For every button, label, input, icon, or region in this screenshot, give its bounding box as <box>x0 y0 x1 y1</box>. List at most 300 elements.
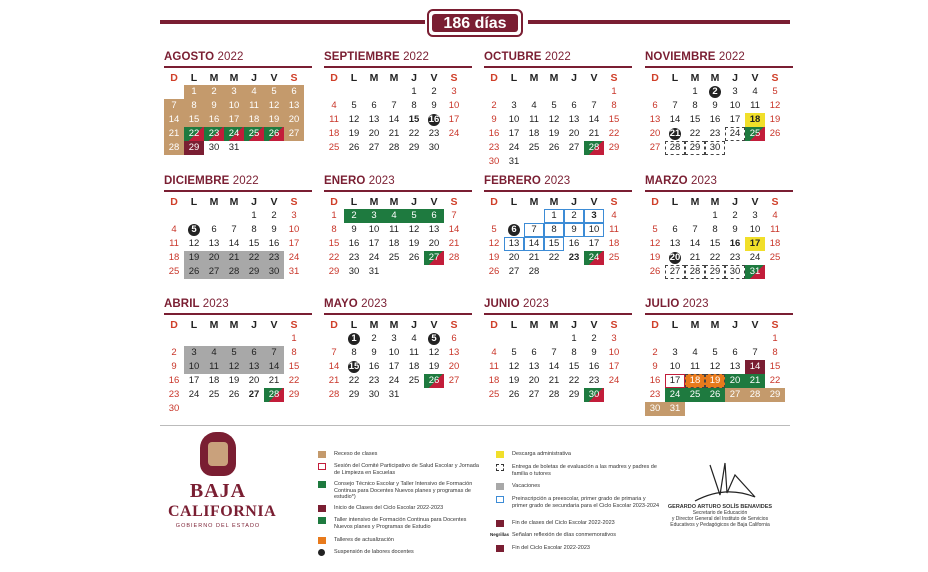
day-cell: 12 <box>488 238 500 249</box>
weekday-header: S <box>610 72 618 84</box>
day-cell: 18 <box>769 238 781 249</box>
day-cell: 31 <box>745 265 765 279</box>
day-cell: 5 <box>652 224 658 235</box>
day-cell: 8 <box>251 224 257 235</box>
month-rule <box>324 313 472 315</box>
day-cell: 25 <box>685 388 705 402</box>
day-cell: 10 <box>608 347 620 358</box>
day-cell: 1 <box>411 86 417 97</box>
day-cell: 13 <box>669 238 681 249</box>
day-cell: 27 <box>448 375 460 386</box>
weekday-header: D <box>490 319 498 331</box>
day-cell: 22 <box>408 128 420 139</box>
day-cell: 7 <box>551 347 557 358</box>
day-cell: 11 <box>329 114 339 125</box>
weekday-header: S <box>771 196 779 208</box>
empty-cell <box>564 85 584 99</box>
day-cell: 16 <box>368 361 380 372</box>
day-cell: 25 <box>528 142 540 153</box>
day-cell: 29 <box>408 142 420 153</box>
day-cell: 1 <box>611 86 617 97</box>
month-title <box>484 51 632 65</box>
day-cell: 22 <box>244 251 264 265</box>
weekday-header: S <box>450 72 458 84</box>
day-cell: 18 <box>685 374 705 388</box>
legend-label: Sesión del Comité Participativo de Salud Escolar y Jornada de Limpieza en Escuelas <box>334 463 479 476</box>
empty-cell <box>504 332 524 346</box>
weekday-header: L <box>510 72 518 84</box>
empty-cell <box>645 332 665 346</box>
month-name: JULIO <box>645 298 683 310</box>
empty-cell <box>204 209 224 223</box>
day-cell: 19 <box>348 128 360 139</box>
day-cell: 5 <box>511 347 517 358</box>
day-cell: 23 <box>568 252 580 263</box>
empty-cell <box>344 85 364 99</box>
day-cell: 30 <box>725 265 745 279</box>
day-cell: 28 <box>224 265 244 279</box>
day-cell: 8 <box>544 223 564 237</box>
day-cell: 28 <box>388 142 400 153</box>
day-cell: 21 <box>448 238 460 249</box>
day-cell: 14 <box>588 114 600 125</box>
month-year: 2022 <box>232 175 259 187</box>
day-cell: 10 <box>368 224 380 235</box>
weekday-header: M <box>369 196 379 208</box>
weekday-header: V <box>270 196 278 208</box>
day-cell: 12 <box>709 361 721 372</box>
day-cell: 21 <box>328 375 340 386</box>
day-cell: 25 <box>769 252 781 263</box>
weekday-header: J <box>732 319 738 331</box>
day-cell: 11 <box>529 114 539 125</box>
empty-cell <box>224 332 244 346</box>
day-cell: 21 <box>669 128 681 139</box>
month-title <box>645 175 793 189</box>
month-rule <box>484 190 632 192</box>
month-year: 2023 <box>544 175 571 187</box>
day-cell: 18 <box>408 361 420 372</box>
month-year: 2023 <box>368 175 395 187</box>
empty-cell <box>184 209 204 223</box>
day-cell: 6 <box>504 223 524 237</box>
empty-cell <box>324 332 344 346</box>
empty-cell <box>244 332 264 346</box>
day-cell: 27 <box>248 389 260 400</box>
empty-cell <box>645 85 665 99</box>
weekday-header: M <box>529 319 539 331</box>
day-cell: 2 <box>271 210 277 221</box>
month-days-grid <box>164 195 312 279</box>
day-cell: 27 <box>204 265 224 279</box>
weekday-header: M <box>549 196 559 208</box>
month-days-grid <box>645 71 793 155</box>
weekday-header: L <box>510 196 518 208</box>
legend-label: Preinscripción a preescolar, primer grado de primaria y primer grado de secundaria para el Ciclo Escolar 2023-2024 <box>512 496 660 509</box>
day-cell: 3 <box>291 210 297 221</box>
month-title <box>645 51 793 65</box>
day-cell: 4 <box>491 347 497 358</box>
day-cell: 2 <box>591 333 597 344</box>
day-cell: 3 <box>364 209 384 223</box>
day-cell: 5 <box>224 346 244 360</box>
weekday-header: L <box>350 196 358 208</box>
month-agosto <box>164 51 312 155</box>
day-cell: 14 <box>328 361 340 372</box>
weekday-header: J <box>571 72 577 84</box>
signatory-title-3: Educativos y Pedagógicos de Baja California <box>670 522 770 528</box>
day-cell: 2 <box>344 209 364 223</box>
day-cell: 22 <box>568 375 580 386</box>
day-cell: 11 <box>204 360 224 374</box>
day-cell: 13 <box>244 360 264 374</box>
day-cell: 27 <box>284 127 304 141</box>
month-noviembre <box>645 51 793 155</box>
day-cell: 4 <box>411 333 417 344</box>
day-cell: 17 <box>588 238 600 249</box>
day-cell: 19 <box>428 361 440 372</box>
day-cell: 17 <box>188 375 200 386</box>
day-cell: 25 <box>608 252 620 263</box>
empty-cell <box>524 85 544 99</box>
weekday-header: M <box>529 196 539 208</box>
day-cell: 30 <box>168 403 180 414</box>
day-cell: 14 <box>745 360 765 374</box>
signatory-title-1: Secretario de Educación <box>692 510 748 516</box>
day-cell: 20 <box>649 128 661 139</box>
weekday-header: L <box>190 72 198 84</box>
month-febrero <box>484 175 632 279</box>
day-cell: 19 <box>649 252 661 263</box>
month-name: SEPTIEMBRE <box>324 51 404 63</box>
month-marzo <box>645 175 793 279</box>
day-cell: 9 <box>271 224 277 235</box>
day-cell: 12 <box>264 99 284 113</box>
day-cell: 5 <box>712 347 718 358</box>
day-cell: 30 <box>645 402 665 416</box>
weekday-header: M <box>710 196 720 208</box>
day-cell: 12 <box>508 361 520 372</box>
day-cell: 8 <box>712 224 718 235</box>
weekday-header: S <box>610 196 618 208</box>
day-cell: 6 <box>732 347 738 358</box>
month-name: MARZO <box>645 175 691 187</box>
day-cell: 25 <box>488 389 500 400</box>
month-days-grid <box>324 318 472 402</box>
day-cell: 27 <box>568 142 580 153</box>
day-cell: 16 <box>348 238 360 249</box>
day-cell: 24 <box>725 127 745 141</box>
month-days-grid <box>324 71 472 155</box>
day-cell: 17 <box>608 361 620 372</box>
legend-swatch <box>318 505 326 512</box>
legend-label: Receso de clases <box>334 451 378 457</box>
weekday-header: M <box>209 319 219 331</box>
day-cell: 16 <box>168 375 180 386</box>
day-cell: 15 <box>568 361 580 372</box>
day-cell: 26 <box>184 265 204 279</box>
weekday-header: D <box>330 72 338 84</box>
day-cell: 15 <box>288 361 300 372</box>
day-cell: 27 <box>665 265 685 279</box>
empty-cell <box>584 85 604 99</box>
day-cell: 28 <box>685 265 705 279</box>
weekday-header: J <box>732 196 738 208</box>
day-cell: 4 <box>171 224 177 235</box>
day-cell: 10 <box>388 347 400 358</box>
day-cell: 14 <box>164 113 184 127</box>
day-cell: 7 <box>672 100 678 111</box>
day-cell: 10 <box>288 224 300 235</box>
day-cell: 22 <box>709 252 721 263</box>
legend-label: Señalan reflexión de días conmemorativos <box>512 532 616 538</box>
empty-cell <box>224 209 244 223</box>
day-cell: 25 <box>745 127 765 141</box>
day-cell: 21 <box>689 252 701 263</box>
day-cell: 1 <box>692 86 698 97</box>
day-cell: 10 <box>448 100 460 111</box>
day-cell: 3 <box>672 347 678 358</box>
day-cell: 5 <box>772 86 778 97</box>
empty-cell <box>665 85 685 99</box>
day-cell: 3 <box>732 86 738 97</box>
day-cell: 16 <box>268 238 280 249</box>
day-cell: 18 <box>244 113 264 127</box>
day-cell: 16 <box>588 361 600 372</box>
weekday-header: S <box>610 319 618 331</box>
weekday-header: S <box>290 319 298 331</box>
empty-cell <box>484 85 504 99</box>
day-cell: 28 <box>328 389 340 400</box>
weekday-header: D <box>651 196 659 208</box>
day-cell: 23 <box>588 375 600 386</box>
day-cell: 28 <box>264 388 284 402</box>
month-rule <box>324 66 472 68</box>
weekday-header: J <box>251 72 257 84</box>
day-cell: 16 <box>649 375 661 386</box>
day-cell: 23 <box>428 128 440 139</box>
weekday-header: J <box>571 319 577 331</box>
day-cell: 31 <box>368 266 380 277</box>
day-cell: 20 <box>528 375 540 386</box>
legend-label: Taller intensivo de Formación Continua para Docentes Nuevos planes y Programas de Estudio <box>334 517 467 530</box>
day-cell: 19 <box>408 238 420 249</box>
day-cell: 15 <box>689 114 701 125</box>
day-cell: 5 <box>264 85 284 99</box>
day-cell: 14 <box>264 360 284 374</box>
day-cell: 26 <box>769 128 781 139</box>
month-year: 2023 <box>682 298 709 310</box>
day-cell: 11 <box>770 224 780 235</box>
logo-line3: GOBIERNO DEL ESTADO <box>175 523 261 529</box>
empty-cell <box>164 332 184 346</box>
day-cell: 9 <box>431 100 437 111</box>
legend-label: Fin de clases del Ciclo Escolar 2022-2023 <box>512 520 615 526</box>
day-cell: 31 <box>665 402 685 416</box>
month-days-grid <box>164 71 312 155</box>
weekday-header: V <box>590 319 598 331</box>
day-cell: 7 <box>451 210 457 221</box>
weekday-header: M <box>549 72 559 84</box>
day-cell: 20 <box>568 128 580 139</box>
day-cell: 3 <box>451 86 457 97</box>
empty-cell <box>705 332 725 346</box>
weekday-header: M <box>710 72 720 84</box>
month-rule <box>645 66 793 68</box>
day-cell: 20 <box>248 375 260 386</box>
signatory-title-2: y Director General del Instituto de Servicios <box>671 516 769 522</box>
weekday-header: S <box>450 319 458 331</box>
day-cell: 17 <box>729 114 741 125</box>
day-cell: 15 <box>348 361 360 372</box>
legend-swatch <box>318 481 326 488</box>
day-cell: 9 <box>491 114 497 125</box>
day-cell: 25 <box>244 127 264 141</box>
month-name: ABRIL <box>164 298 203 310</box>
day-cell: 2 <box>431 86 437 97</box>
day-cell: 27 <box>424 251 444 265</box>
empty-cell <box>685 209 705 223</box>
day-cell: 15 <box>769 361 781 372</box>
day-cell: 17 <box>665 374 685 388</box>
weekday-header: M <box>710 319 720 331</box>
month-rule <box>164 190 312 192</box>
legend-swatch <box>496 496 504 503</box>
day-cell: 26 <box>408 252 420 263</box>
weekday-header: V <box>590 72 598 84</box>
legend-swatch <box>496 483 504 490</box>
day-cell: 21 <box>224 251 244 265</box>
empty-cell <box>484 209 504 223</box>
day-cell: 31 <box>508 156 520 167</box>
day-cell: 14 <box>228 238 240 249</box>
baja-california-logo <box>168 432 277 529</box>
day-cell: 19 <box>705 374 725 388</box>
legend-label: Inicio de Clases del Ciclo Escolar 2022-2023 <box>334 505 444 511</box>
day-cell: 11 <box>244 99 264 113</box>
day-cell: 7 <box>752 347 758 358</box>
day-cell: 11 <box>409 347 419 358</box>
day-cell: 14 <box>448 224 460 235</box>
day-cell: 26 <box>508 389 520 400</box>
month-abril <box>164 298 312 416</box>
day-cell: 13 <box>284 99 304 113</box>
divider <box>160 425 790 426</box>
day-cell: 1 <box>331 210 337 221</box>
weekday-header: D <box>170 196 178 208</box>
day-cell: 9 <box>591 347 597 358</box>
day-cell: 29 <box>765 388 785 402</box>
day-cell: 4 <box>692 347 698 358</box>
logo-line1: BAJA <box>189 480 247 502</box>
month-name: AGOSTO <box>164 51 218 63</box>
day-cell: 27 <box>508 266 520 277</box>
day-cell: 28 <box>164 141 184 155</box>
day-cell: 16 <box>204 113 224 127</box>
day-cell: 3 <box>511 100 517 111</box>
day-cell: 9 <box>712 100 718 111</box>
weekday-header: D <box>170 319 178 331</box>
day-cell: 12 <box>408 224 420 235</box>
weekday-header: L <box>190 319 198 331</box>
weekday-header: D <box>651 72 659 84</box>
day-cell: 3 <box>752 210 758 221</box>
day-cell: 10 <box>584 223 604 237</box>
day-cell: 7 <box>591 100 597 111</box>
empty-cell <box>725 332 745 346</box>
month-days-grid <box>164 318 312 416</box>
day-cell: 15 <box>248 238 260 249</box>
weekday-header: D <box>330 196 338 208</box>
day-cell: 20 <box>725 374 745 388</box>
weekday-header: J <box>411 196 417 208</box>
day-cell: 9 <box>351 224 357 235</box>
weekday-header: V <box>270 319 278 331</box>
empty-cell <box>645 209 665 223</box>
day-cell: 18 <box>488 375 500 386</box>
weekday-header: M <box>549 319 559 331</box>
weekday-header: M <box>690 72 700 84</box>
day-cell: 10 <box>224 99 244 113</box>
weekday-header: S <box>771 72 779 84</box>
day-cell: 23 <box>488 142 500 153</box>
day-cell: 24 <box>749 252 761 263</box>
weekday-header: L <box>190 196 198 208</box>
signature-icon <box>665 455 785 505</box>
day-cell: 17 <box>745 237 765 251</box>
empty-cell <box>685 332 705 346</box>
day-cell: 2 <box>491 100 497 111</box>
day-cell: 2 <box>564 209 584 223</box>
day-cell: 3 <box>611 333 617 344</box>
day-cell: 24 <box>508 142 520 153</box>
day-cell: 11 <box>609 224 619 235</box>
day-cell: 10 <box>669 361 681 372</box>
day-cell: 2 <box>705 85 725 99</box>
day-cell: 30 <box>584 388 604 402</box>
day-cell: 19 <box>508 375 520 386</box>
month-title <box>164 175 312 189</box>
day-cell: 13 <box>448 347 460 358</box>
day-cell: 26 <box>228 389 240 400</box>
day-cell: 1 <box>571 333 577 344</box>
month-days-grid <box>645 318 793 416</box>
month-title <box>324 175 472 189</box>
day-cell: 26 <box>488 266 500 277</box>
empty-cell <box>164 85 184 99</box>
month-name: ENERO <box>324 175 369 187</box>
day-cell: 5 <box>491 224 497 235</box>
day-cell: 15 <box>709 238 721 249</box>
empty-cell <box>524 332 544 346</box>
day-cell: 24 <box>448 128 460 139</box>
day-cell: 13 <box>528 361 540 372</box>
legend-swatch <box>318 517 326 524</box>
day-cell: 7 <box>164 99 184 113</box>
weekday-header: M <box>209 196 219 208</box>
weekday-header: D <box>170 72 178 84</box>
day-cell: 13 <box>649 114 661 125</box>
month-year: 2023 <box>522 298 549 310</box>
day-cell: 13 <box>729 361 741 372</box>
weekday-header: D <box>490 72 498 84</box>
legend-label: Suspensión de labores docentes <box>334 549 414 555</box>
day-cell: 24 <box>608 375 620 386</box>
month-days-grid <box>484 71 632 169</box>
day-cell: 24 <box>665 388 685 402</box>
day-cell: 5 <box>404 209 424 223</box>
empty-cell <box>504 209 524 223</box>
